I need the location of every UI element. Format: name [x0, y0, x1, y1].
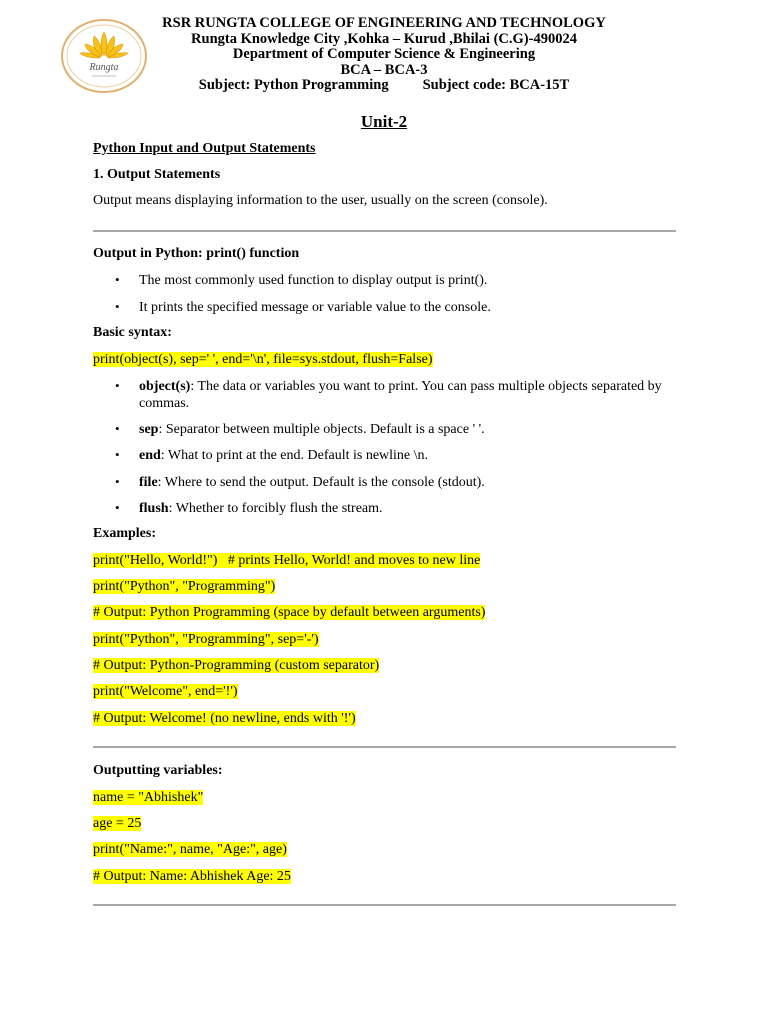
variable-line: age = 25	[93, 816, 142, 831]
bullet-icon: •	[115, 447, 120, 462]
param-item: object(s): The data or variables you want to print. You can pass multiple objects separated by commas.	[139, 379, 662, 411]
syntax-code: print(object(s), sep=' ', end='\n', file=sys.stdout, flush=False)	[93, 352, 433, 367]
college-address: Rungta Knowledge City ,Kohka – Kurud ,Bhilai (C.G)-490024	[191, 30, 577, 47]
variable-line: # Output: Name: Abhishek Age: 25	[93, 869, 291, 884]
variable-line: print("Name:", name, "Age:", age)	[93, 842, 287, 857]
unit-title: Unit-2	[360, 112, 408, 131]
example-line: print("Welcome", end='!')	[93, 684, 238, 699]
subject-line	[0, 78, 768, 94]
example-line: print("Hello, World!") # prints Hello, World! and moves to new line	[93, 553, 481, 568]
bullet-icon: •	[115, 272, 120, 287]
horizontal-rule	[93, 904, 676, 906]
variable-line: name = "Abhishek"	[93, 790, 204, 805]
list-item: The most commonly used function to display output is print().	[139, 273, 488, 288]
param-item: sep: Separator between multiple objects. Default is a space ' '.	[139, 422, 485, 437]
college-name: RSR RUNGTA COLLEGE OF ENGINEERING AND TECHNOLOGY	[162, 15, 606, 31]
param-item: file: Where to send the output. Default is the console (stdout).	[139, 475, 485, 490]
program: BCA – BCA-3	[340, 61, 428, 78]
print-heading: Output in Python: print() function	[93, 246, 300, 261]
example-line: print("Python", "Programming")	[93, 579, 276, 594]
example-line: print("Python", "Programming", sep='-')	[93, 632, 319, 647]
subject-code: Subject code: BCA-15T	[422, 77, 570, 93]
param-item: end: What to print at the end. Default is newline \n.	[139, 448, 429, 463]
variables-heading: Outputting variables:	[93, 763, 223, 778]
document-header	[0, 16, 768, 94]
syntax-heading: Basic syntax:	[93, 325, 172, 340]
department: Department of Computer Science & Engineering	[232, 46, 536, 62]
bullet-icon: •	[115, 299, 120, 314]
bullet-icon: •	[115, 474, 120, 489]
example-line: # Output: Python Programming (space by default between arguments)	[93, 605, 486, 620]
subject: Subject: Python Programming	[198, 77, 389, 93]
bullet-icon: •	[115, 421, 120, 436]
examples-heading: Examples:	[93, 526, 156, 541]
example-line: # Output: Welcome! (no newline, ends with '!')	[93, 711, 356, 726]
bullet-icon: •	[115, 378, 120, 393]
logo-text: Rungta	[89, 62, 119, 73]
output-description: Output means displaying information to the user, usually on the screen (console).	[93, 193, 548, 208]
section-title: Python Input and Output Statements	[93, 141, 316, 156]
bullet-icon: •	[115, 500, 120, 515]
output-heading: 1. Output Statements	[93, 167, 221, 182]
horizontal-rule	[93, 230, 676, 232]
param-item: flush: Whether to forcibly flush the stream.	[139, 501, 383, 516]
example-line: # Output: Python-Programming (custom separator)	[93, 658, 380, 673]
list-item: It prints the specified message or variable value to the console.	[139, 300, 491, 315]
horizontal-rule	[93, 746, 676, 748]
